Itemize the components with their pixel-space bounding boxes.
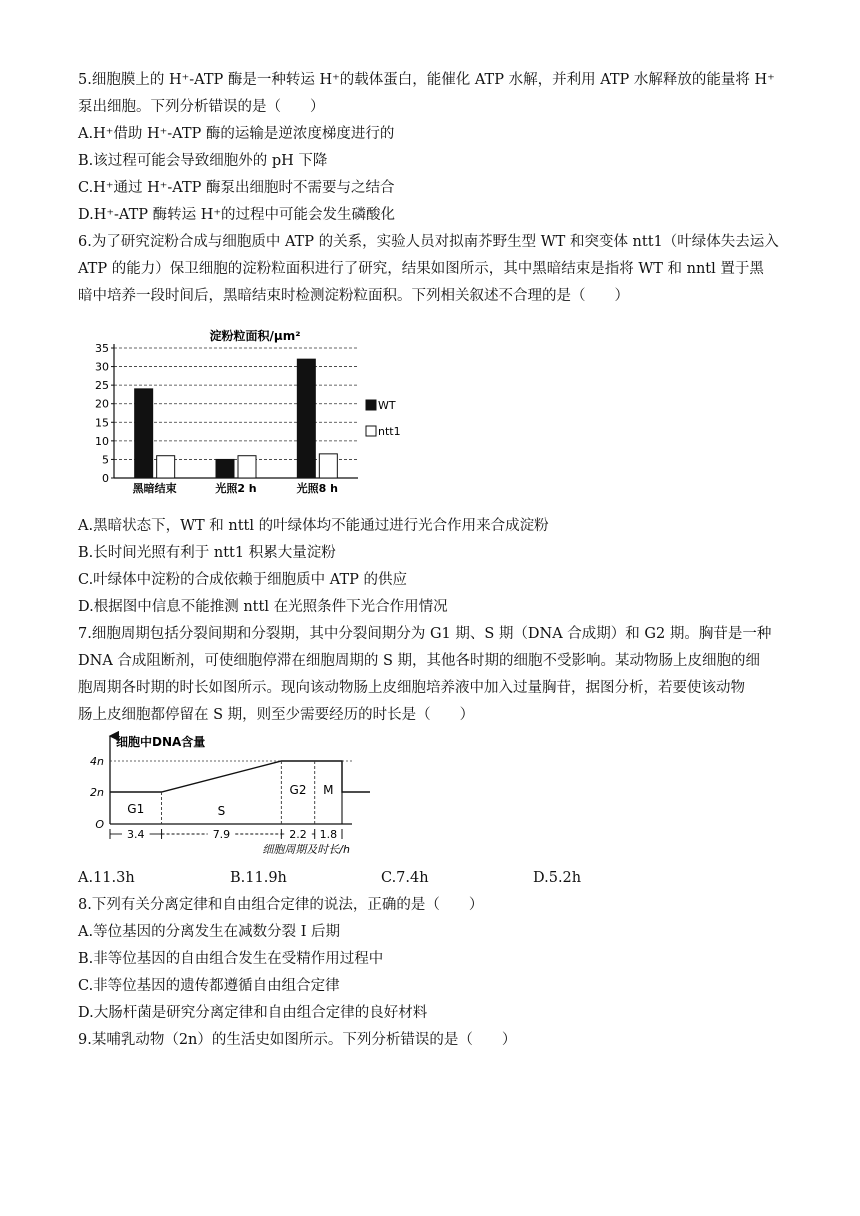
cycle-chart-title: 细胞中DNA含量: [116, 735, 206, 749]
duration-label-g2: 2.2: [289, 828, 307, 841]
q7-option-c: C.7.4h: [381, 870, 429, 886]
bar-ntt1: [238, 456, 256, 478]
legend-label-ntt1: ntt1: [378, 425, 401, 438]
y-tick-label: 2n: [90, 786, 104, 799]
q7-stem-line-1: 7.细胞周期包括分裂间期和分裂期，其中分裂间期分为 G1 期、S 期（DNA 合成期）和 G2 期。胸苷是一种: [78, 626, 772, 642]
phase-label-m: M: [323, 783, 334, 797]
q5-stem-line-2: 泵出细胞。下列分析错误的是（ ）: [78, 99, 325, 115]
bar-wt: [297, 359, 315, 478]
y-tick-label: 5: [102, 453, 109, 467]
y-tick-label: 0: [102, 472, 109, 485]
q7-option-d: D.5.2h: [533, 870, 582, 886]
bar-ntt1: [319, 454, 337, 478]
q7-stem-line-4: 肠上皮细胞都停留在 S 期，则至少需要经历的时长是（ ）: [78, 707, 475, 723]
y-tick-label: 25: [95, 379, 109, 393]
q6-stem-line-2: ATP 的能力）保卫细胞的淀粉粒面积进行了研究，结果如图所示，其中黑暗结束是指将 WT 和 nntl 置于黑: [78, 261, 764, 277]
q7-option-a: A.11.3h: [78, 870, 135, 886]
q5-option-b: B.该过程可能会导致细胞外的 pH 下降: [78, 153, 328, 169]
cycle-chart-xlabel: 细胞周期及时长/h: [262, 843, 350, 856]
y-tick-label: O: [95, 818, 104, 831]
phase-label-g1: G1: [127, 802, 145, 816]
q8-option-b: B.非等位基因的自由组合发生在受精作用过程中: [78, 951, 384, 967]
q7-stem-line-2: DNA 合成阻断剂，可使细胞停滞在细胞周期的 S 期，其他各时期的细胞不受影响。某动物肠上皮细胞的细: [78, 653, 761, 669]
y-tick-label: 20: [95, 397, 109, 411]
cell-cycle-dna-chart: [80, 728, 370, 860]
q9-stem: 9.某哺乳动物（2n）的生活史如图所示。下列分析错误的是（ ）: [78, 1032, 517, 1048]
bar-wt: [135, 389, 153, 478]
phase-label-s: S: [217, 804, 226, 818]
x-category-label: 光照2 h: [215, 482, 257, 495]
q6-option-c: C.叶绿体中淀粉的合成依赖于细胞质中 ATP 的供应: [78, 572, 408, 588]
q8-option-a: A.等位基因的分离发生在减数分裂 I 后期: [78, 924, 341, 940]
q7-option-b: B.11.9h: [230, 870, 287, 886]
q5-option-d: D.H⁺-ATP 酶转运 H⁺的过程中可能会发生磷酸化: [78, 207, 396, 223]
duration-label-m: 1.8: [319, 828, 338, 841]
bar-ntt1: [157, 456, 175, 478]
y-tick-label: 30: [95, 360, 109, 374]
q5-option-c: C.H⁺通过 H⁺-ATP 酶泵出细胞时不需要与之结合: [78, 180, 395, 196]
bar-chart-title: 淀粉粒面积/μm²: [209, 329, 301, 343]
q5-option-a: A.H⁺借助 H⁺-ATP 酶的运输是逆浓度梯度进行的: [78, 126, 395, 142]
duration-label-s: 7.9: [212, 828, 231, 841]
q7-stem-line-3: 胞周期各时期的时长如图所示。现向该动物肠上皮细胞培养液中加入过量胸苷，据图分析，若要使该动物: [78, 680, 745, 696]
starch-area-bar-chart: [80, 318, 410, 498]
q8-option-c: C.非等位基因的遗传都遵循自由组合定律: [78, 978, 340, 994]
x-category-label: 光照8 h: [296, 482, 338, 495]
legend-label-wt: WT: [378, 399, 396, 412]
q6-option-a: A.黑暗状态下，WT 和 nttl 的叶绿体均不能通过进行光合作用来合成淀粉: [78, 518, 549, 534]
q8-option-d: D.大肠杆菌是研究分离定律和自由组合定律的良好材料: [78, 1005, 428, 1021]
legend-swatch-ntt1: [366, 426, 376, 436]
q6-option-b: B.长时间光照有利于 ntt1 积累大量淀粉: [78, 545, 336, 561]
y-tick-label: 35: [95, 342, 109, 355]
q6-stem-line-1: 6.为了研究淀粉合成与细胞质中 ATP 的关系，实验人员对拟南芥野生型 WT 和突变体 ntt1（叶绿体失去运入: [78, 234, 779, 250]
q6-option-d: D.根据图中信息不能推测 nttl 在光照条件下光合作用情况: [78, 599, 448, 615]
duration-label-g1: 3.4: [127, 828, 145, 841]
q5-stem-line-1: 5.细胞膜上的 H⁺-ATP 酶是一种转运 H⁺的载体蛋白，能催化 ATP 水解，并利用 ATP 水解释放的能量将 H⁺: [78, 72, 775, 88]
q6-stem-line-3: 暗中培养一段时间后，黑暗结束时检测淀粉粒面积。下列相关叙述不合理的是（ ）: [78, 288, 629, 304]
bar-wt: [216, 459, 234, 478]
q8-stem: 8.下列有关分离定律和自由组合定律的说法，正确的是（ ）: [78, 897, 484, 913]
x-category-label: 黑暗结束: [132, 482, 177, 495]
y-tick-label: 15: [95, 416, 109, 430]
legend-swatch-wt: [366, 400, 376, 410]
phase-label-g2: G2: [289, 783, 307, 797]
y-tick-label: 4n: [90, 755, 104, 768]
y-tick-label: 10: [95, 434, 109, 448]
